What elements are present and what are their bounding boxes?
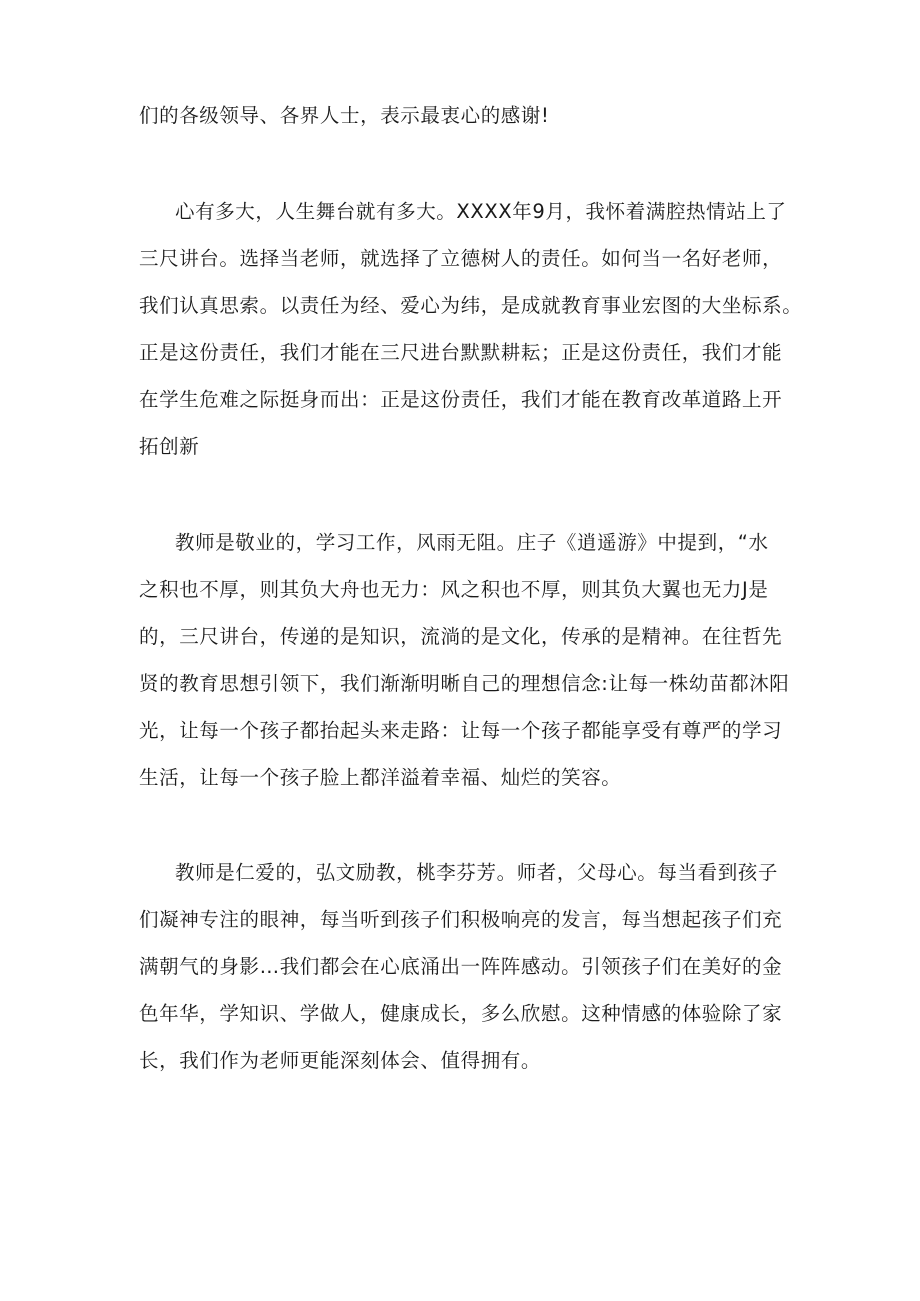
paragraph-4-line-4: 色年华，学知识、学做人，健康成长，多么欣慰。这种情感的体验除了家 bbox=[139, 1002, 783, 1025]
paragraph-1-line-1: 们的各级领导、各界人士，表示最衷心的感谢! bbox=[139, 104, 550, 127]
paragraph-2-line-3: 我们认真思索。以责任为经、爱心为纬，是成就教育事业宏图的大坐标系。 bbox=[139, 294, 803, 317]
paragraph-3-line-5: 光，让每一个孩子都抬起头来走路：让每一个孩子都能享受有尊严的学习 bbox=[139, 719, 783, 742]
paragraph-3-line-6: 生活，让每一个孩子脸上都洋溢着幸福、灿烂的笑容。 bbox=[139, 766, 622, 789]
paragraph-2-line-6: 拓创新 bbox=[139, 435, 200, 458]
paragraph-2-line-4: 正是这份责任，我们才能在三尺进台默默耕耘；正是这份责任，我们才能 bbox=[139, 341, 783, 364]
paragraph-2-line-2: 三尺讲台。选择当老师，就选择了立德树人的责任。如何当一名好老师， bbox=[139, 247, 783, 270]
paragraph-4-line-5: 长，我们作为老师更能深刻体会、值得拥有。 bbox=[139, 1049, 542, 1072]
paragraph-3-line-3: 的，三尺讲台，传递的是知识，流淌的是文化，传承的是精神。在往哲先 bbox=[139, 625, 783, 648]
paragraph-3-line-1: 教师是敬业的，学习工作，风雨无阻。庄子《逍遥游》中提到，“水 bbox=[175, 531, 769, 554]
paragraph-4-line-3: 满朝气的身影…我们都会在心底涌出一阵阵感动。引领孩子们在美好的金 bbox=[139, 955, 783, 978]
paragraph-3-line-2: 之积也不厚，则其负大舟也无力：风之积也不厚，则其负大翼也无力J是 bbox=[139, 578, 769, 601]
paragraph-3-line-4: 贤的教育思想引领下，我们渐渐明晰自己的理想信念:让每一株幼苗都沐阳 bbox=[139, 672, 790, 695]
paragraph-2-line-5: 在学生危难之际挺身而出：正是这份责任，我们才能在教育改革道路上开 bbox=[139, 388, 783, 411]
paragraph-2-line-1: 心有多大，人生舞台就有多大。XXXX年9月，我怀着满腔热情站上了 bbox=[175, 200, 787, 223]
paragraph-4-line-1: 教师是仁爱的，弘文励教，桃李芬芳。师者，父母心。每当看到孩子 bbox=[175, 861, 779, 884]
paragraph-4-line-2: 们凝神专注的眼神，每当听到孩子们积极响亮的发言，每当想起孩子们充 bbox=[139, 908, 783, 931]
